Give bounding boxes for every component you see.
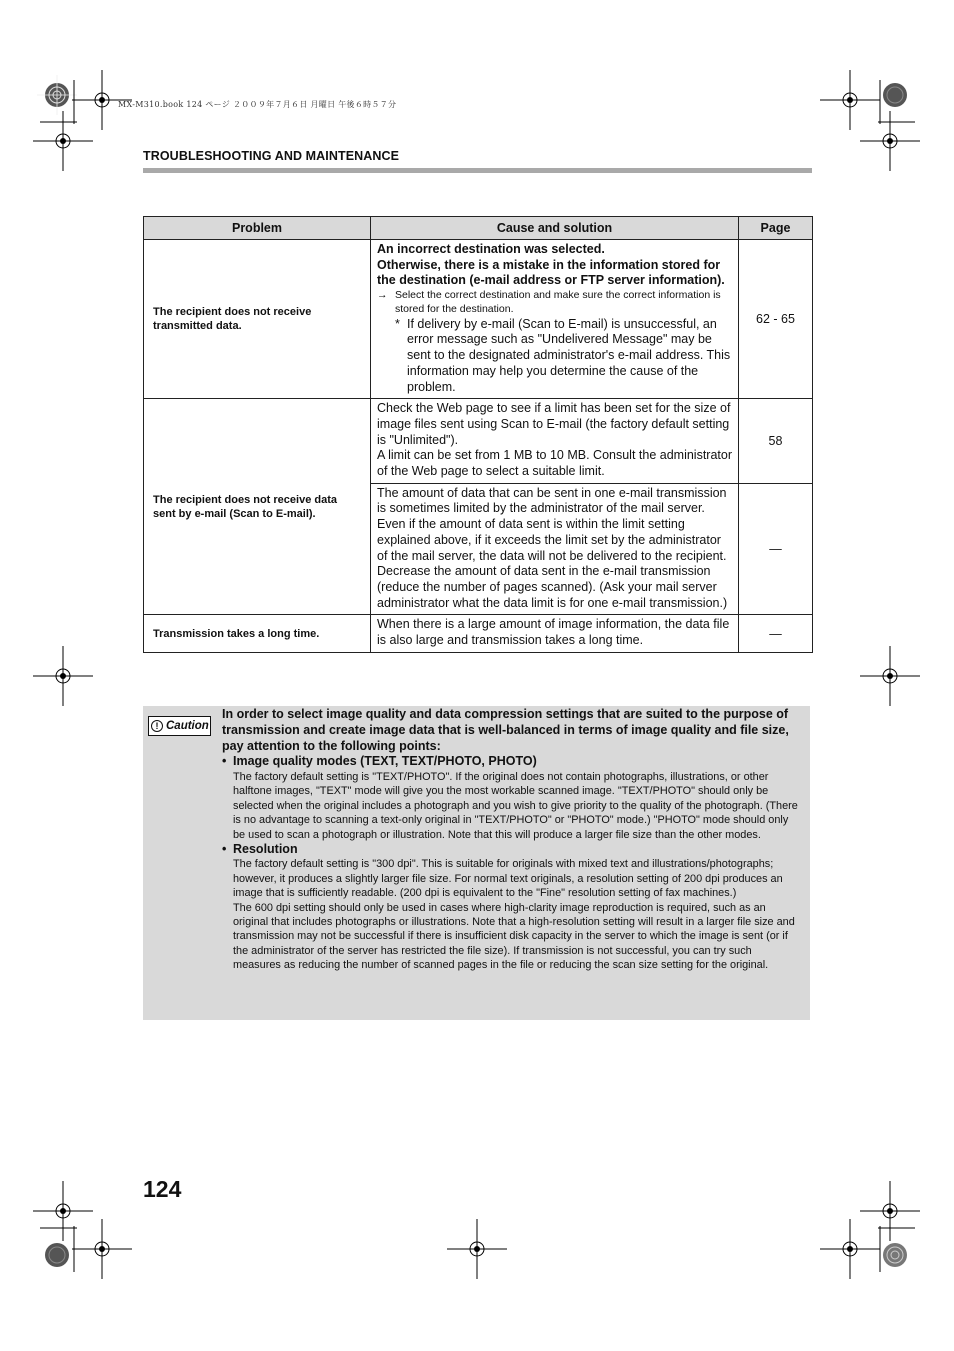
caution-item-title [222,754,802,770]
problem-cell: Transmission takes a long time. [144,615,371,652]
cause-text: Check the Web page to see if a limit has been set for the size of image files sent using Scan to E-mail (the factory default setting is "Unlimited"). [377,401,731,447]
solution-text: Select the correct destination and make sure the correct information is stored for the destination. [395,289,721,315]
table-header-row [144,217,813,240]
section-rule [143,168,812,173]
section-header: TROUBLESHOOTING AND MAINTENANCE [143,149,400,163]
caution-item-text: The factory default setting is "300 dpi". This is suitable for originals with mixed text and illustrations/photographs; however, it produces a slightly larger file size. For normal text originals, a resolution setting of 200 dpi produces an image that is sufficiently readable. (200 dpi is equivalent to the "Fine" resolution setting of fax machines.) [233,858,783,900]
footnote [377,317,732,396]
crosshair-mark-icon [28,641,98,711]
cause-text: Decrease the amount of data sent in the e-mail transmission (reduce the number of pages scanned). (Ask your mail server administrator what the data limit is for one e-mail transmission.) [377,564,728,610]
exclamation-icon: ! [151,720,163,732]
cause-cell [371,240,739,399]
caution-content [222,707,802,973]
page-cell: — [739,483,813,615]
crosshair-mark-icon [442,1214,512,1284]
table-row [144,615,813,652]
header-cause: Cause and solution [371,217,739,240]
header-problem: Problem [144,217,371,240]
asterisk-icon: * [395,316,400,331]
troubleshooting-table [143,216,813,653]
item-title-text: Image quality modes (TEXT, TEXT/PHOTO, PHOTO) [233,754,537,769]
crosshair-mark-icon [855,641,925,711]
cause-cell [371,483,739,615]
bullet-icon: • [222,841,227,856]
cause-text: A limit can be set from 1 MB to 10 MB. Consult the administrator of the Web page to select a suitable limit. [377,448,733,479]
caution-box [143,706,810,1020]
print-slug: MX-M310.book 124 ページ ２００９年７月６日 月曜日 午後６時５７分 [118,100,397,109]
footnote-text: If delivery by e-mail (Scan to E-mail) is unsuccessful, an error message such as "Undelivered Message" may be sent to the designated administrator's e-mail address. This information may help you determine the cause of the problem. [407,316,731,394]
problem-cell: The recipient does not receive data sent by e-mail (Scan to E-mail). [144,399,371,615]
page-cell: — [739,615,813,652]
cause-heading: Otherwise, there is a mistake in the information stored for the destination (e-mail address or FTP server information). [377,257,725,288]
solution-step [377,289,732,317]
crosshair-mark-icon [28,106,98,176]
page-cell: 58 [739,399,813,484]
caution-label: Caution [166,720,209,732]
caution-intro: In order to select image quality and data compression settings that are suited to the purpose of transmission and create image data that is well-balanced in terms of image quality and file size, pay attention to the following points: [222,707,789,753]
item-title-text: Resolution [233,841,298,856]
arrow-right-icon: → [377,289,388,302]
crosshair-mark-icon [855,106,925,176]
caution-badge [148,716,211,736]
bullet-icon: • [222,754,227,769]
caution-item-text: The factory default setting is "TEXT/PHOTO". If the original does not contain photographs, illustrations, or other halftone images, "TEXT" mode will give you the most workable scanned image. "TEXT/PHOTO" should only be selected when the original includes a photograph and you wish to give priority to the quality of the photograph. (There is no advantage to scanning a text-only original in "TEXT/PHOTO" or "PHOTO" mode.) "PHOTO" mode should only be used to scan a photograph or illustration. Note that this will produce a larger file size than the other modes. [233,770,798,841]
cause-heading: An incorrect destination was selected. [377,242,605,256]
cause-cell: When there is a large amount of image information, the data file is also large and transmission takes a long time. [371,615,739,652]
header-page: Page [739,217,813,240]
page-number: 124 [143,1176,182,1202]
caution-item-text: The 600 dpi setting should only be used in cases where high-clarity image reproduction is required, such as an original that includes photographs or illustrations. Note that a high-resolution setting will result in a larger file size and transmission may not be successful if there is insufficient disk capacity in the server to which the image is sent (or if the administrator of the server has restricted the file size). If transmission is not successful, you can try such measures as reducing the number of scanned pages in the file or reducing the scan size setting for the original. [233,901,795,972]
caution-item-title [222,842,802,858]
table-row [144,240,813,399]
table-row [144,399,813,484]
cause-text: The amount of data that can be sent in one e-mail transmission is sometimes limited by the administrator of the mail server. Even if the amount of data sent is within the limit setting explained above, if it exceeds the limit set by the administrator of the mail server, the data will not be delivered to the recipient. [377,485,727,563]
page-cell: 62 - 65 [739,240,813,399]
cause-cell [371,399,739,484]
problem-cell: The recipient does not receive transmitted data. [144,240,371,399]
crosshair-mark-icon [67,1214,137,1284]
registration-mark-icon [860,1220,930,1290]
